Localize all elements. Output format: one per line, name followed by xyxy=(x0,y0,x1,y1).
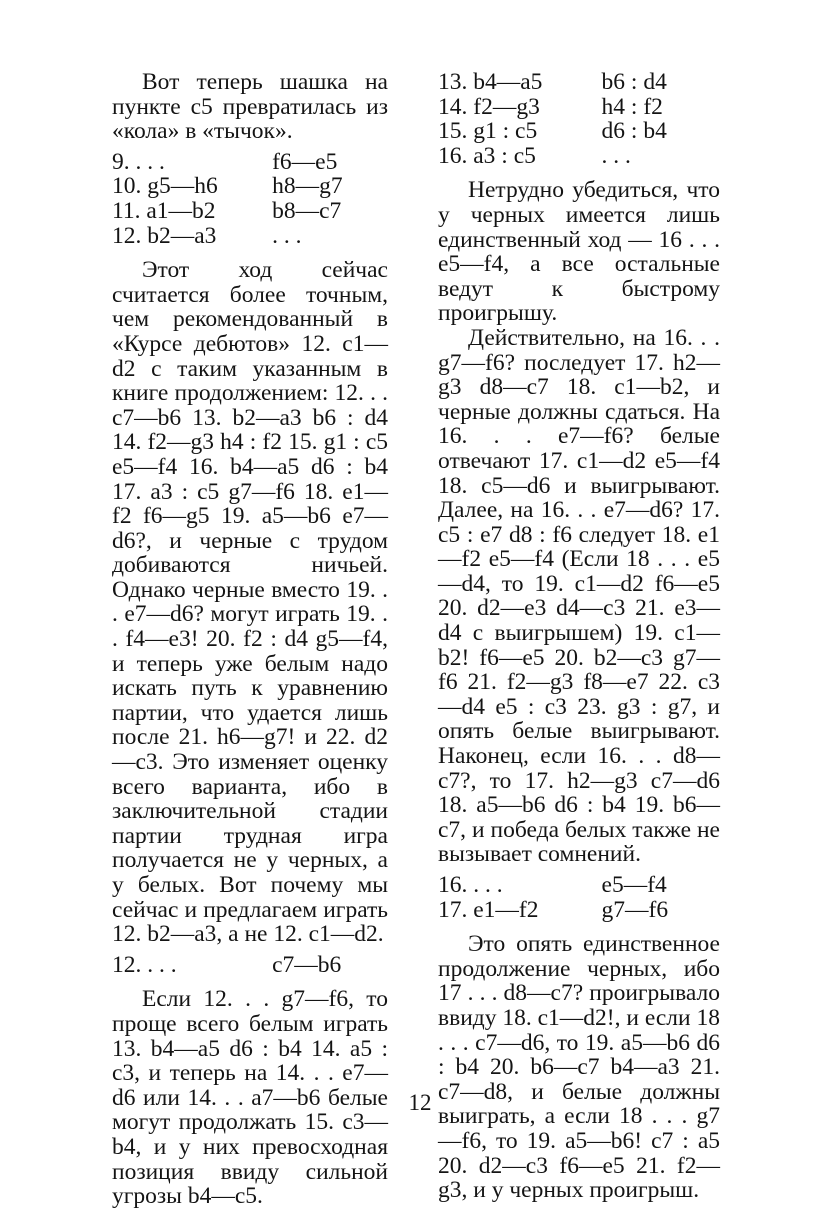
black-move: . . . xyxy=(601,142,631,169)
left-paragraph-1: Вот теперь шашка на пункте c5 превратилась из «кола» в «тычок». xyxy=(112,69,388,145)
left-paragraph-3: Если 12. . . g7—f6, то проще всего белым играть 13. b4—a5 d6 : b4 14. a5 : c3, и теперь на 14. . . e7—d6 или 14. . . a7—b6 белые могут продолжать 15. c3—b4, и у них превосходная позиция ввиду сильной угрозы b4—c5. xyxy=(112,986,388,1209)
right-column xyxy=(438,70,720,1203)
black-move: f6—e5 xyxy=(272,148,338,175)
white-move: 13. b4—a5 xyxy=(438,69,543,95)
white-move: 10. g5—h6 xyxy=(112,173,218,200)
move-row xyxy=(112,224,388,249)
white-move: 12. . . . xyxy=(112,951,177,978)
black-move: d6 : b4 xyxy=(601,118,667,145)
white-move: 9. . . . xyxy=(112,148,165,175)
move-row xyxy=(438,95,720,120)
white-move: 16. . . . xyxy=(438,872,503,898)
right-moves-1 xyxy=(438,70,720,168)
right-moves-2 xyxy=(438,873,720,922)
move-row xyxy=(112,150,388,175)
black-move: h4 : f2 xyxy=(601,93,663,120)
move-row xyxy=(112,199,388,224)
move-row xyxy=(438,873,720,898)
white-move: 15. g1 : c5 xyxy=(438,118,538,145)
right-paragraph-2: Действительно, на 16. . . g7—f6? последует 17. h2—g3 d8—c7 18. c1—b2, и черные должны сдаться. На 16. . . e7—f6? белые отвечают 17. c1—d2 e5—f4 18. c5—d6 и выигрывают. Далее, на 16. . . e7—d6? 17. c5 : e7 d8 : f6 следует 18. e1—f2 e5—f4 (Если 18 . . . e5—d4, то 19. c1—d2 f6—e5 20. d2—e3 d4—c3 21. e3—d4 с выигрышем) 19. c1—b2! f6—e5 20. b2—c3 g7—f6 21. f2—g3 f8—e7 22. c3—d4 e5 : c3 23. g3 : g7, и опять белые выигрывают. Наконец, если 16. . . d8—c7?, то 17. h2—g3 c7—d6 18. a5—b6 d6 : b4 19. b6—c7, и победа белых также не вызывает сомнений. xyxy=(438,324,720,868)
move-row xyxy=(438,119,720,144)
black-move: b6 : d4 xyxy=(601,69,667,95)
white-move: 11. a1—b2 xyxy=(112,197,216,224)
left-moves-1 xyxy=(112,150,388,248)
black-move: . . . xyxy=(272,222,302,249)
move-row xyxy=(438,70,720,95)
right-paragraph-1: Нетрудно убедиться, что у черных имеется лишь единственный ход — 16 . . . e5—f4, а все остальные ведут к быстрому проигрышу. xyxy=(438,177,720,327)
page-number: 12 xyxy=(408,1090,432,1115)
white-move: 12. b2—a3 xyxy=(112,222,217,249)
left-paragraph-2: Этот ход сейчас считается более точным, чем рекомендованный в «Курсе дебютов» 12. c1—d2 с таким указанным в книге продолжением: 12. . . c7—b6 13. b2—a3 b6 : d4 14. f2—g3 h4 : f2 15. g1 : c5 e5—f4 16. b4—a5 d6 : b4 17. a3 : c5 g7—f6 18. e1—f2 f6—g5 19. a5—b6 e7—d6?, и черные с трудом добиваются ничьей. Однако черные вместо 19. . . e7—d6? могут играть 19. . . f4—e3! 20. f2 : d4 g5—f4, и теперь уже белым надо искать путь к уравнению партии, что удается лишь после 21. h6—g7! и 22. d2—c3. Это изменяет оценку всего варианта, ибо в заключительной стадии партии трудная игра получается не у черных, а у белых. Вот почему мы сейчас и предлагаем играть 12. b2—a3, а не 12. c1—d2. xyxy=(112,257,388,948)
right-paragraph-3: Это опять единственное продолжение черных, ибо 17 . . . d8—c7? проигрывало ввиду 18. c1—d2!, и если 18 . . . c7—d6, то 19. a5—b6 d6 : b4 20. b6—c7 b4—a3 21. c7—d8, и белые должны выиграть, а если 18 . . . g7—f6, то 19. a5—b6! c7 : a5 20. d2—c3 f6—e5 21. f2—g3, и у черных проигрыш. xyxy=(438,931,720,1204)
move-row xyxy=(438,144,720,169)
white-move: 16. a3 : c5 xyxy=(438,142,536,169)
black-move: g7—f6 xyxy=(601,896,669,923)
white-move: 14. f2—g3 xyxy=(438,93,540,120)
move-row xyxy=(112,174,388,199)
white-move: 17. e1—f2 xyxy=(438,896,539,923)
left-column xyxy=(112,70,388,1209)
move-row xyxy=(112,953,388,978)
black-move: b8—c7 xyxy=(272,197,342,224)
black-move: e5—f4 xyxy=(601,872,667,898)
black-move: h8—g7 xyxy=(272,173,343,200)
left-moves-2 xyxy=(112,953,388,978)
move-row xyxy=(438,898,720,923)
black-move: c7—b6 xyxy=(272,951,342,978)
